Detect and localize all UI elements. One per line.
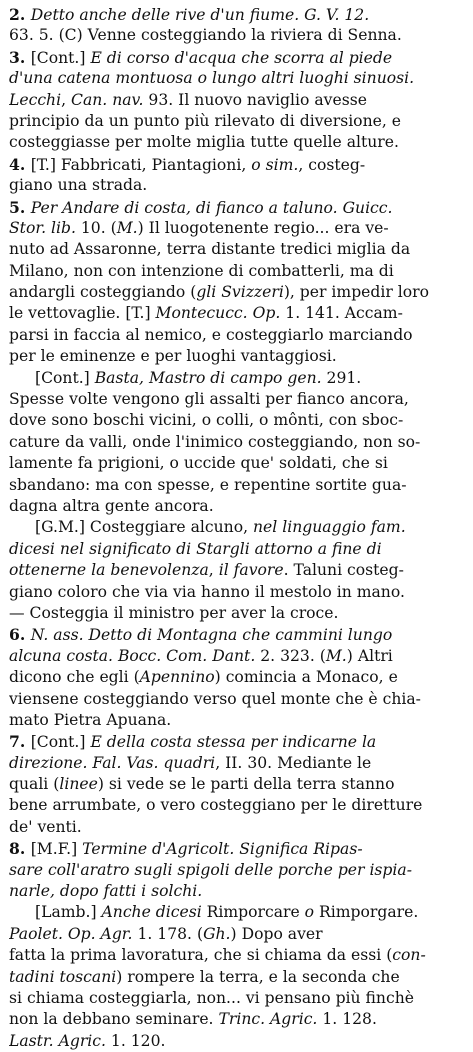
text-segment: , (61, 90, 72, 109)
text-segment: tadini toscani (9, 967, 117, 986)
text-segment: ) Il luogotenente regio... era ve- (137, 218, 389, 237)
text-segment: [G.M.] Costeggiare alcuno, (35, 518, 254, 537)
text-segment: 63. 5. (C) Venne costeggiando la riviera di Senna. (9, 26, 402, 45)
text-segment: [M.F.] (30, 840, 83, 859)
text-line (9, 902, 465, 923)
text-segment: Rimporcare (201, 903, 305, 922)
text-segment: cature da valli, onde l'inimico costeggiando, non so- (9, 432, 421, 451)
text-line (9, 197, 465, 218)
text-segment: , (208, 561, 219, 580)
sense-number: 6. (9, 625, 31, 645)
text-segment: dicesi nel significato di Stargli attorno a fine di (9, 539, 382, 558)
text-segment: . Taluni costeg- (283, 561, 404, 580)
text-segment: Spesse volte vengono gli assalti per fianco ancora, (9, 390, 409, 409)
text-line (9, 68, 465, 89)
text-line (9, 346, 465, 367)
text-line (9, 90, 465, 111)
text-segment: Milano, non con intenzione di combatterli, ma di (9, 261, 394, 280)
text-line (9, 218, 465, 239)
text-segment: Per Andare di costa, di fianco a taluno. Guicc. (30, 198, 393, 217)
text-line (9, 261, 465, 282)
text-line (9, 432, 465, 453)
text-segment: Termine d'Agricolt. Significa Ripas- (82, 840, 363, 859)
text-segment: [Lamb.] (35, 903, 102, 922)
text-line (9, 881, 465, 902)
text-segment: ) comincia a Monaco, e (214, 668, 398, 687)
text-line (9, 646, 465, 667)
text-line (9, 175, 465, 196)
text-line (9, 560, 465, 581)
text-line (9, 988, 465, 1009)
text-line (9, 945, 465, 966)
text-line (9, 689, 465, 710)
text-segment: ) rompere la terra, e la seconda che (116, 967, 400, 986)
text-segment: fatta la prima lavoratura, che si chiama da essi ( (9, 946, 393, 965)
text-segment: sbandano: ma con spesse, e repentine sortite gua- (9, 475, 407, 494)
text-segment: non la debbano seminare. (9, 1010, 219, 1029)
text-line (9, 967, 465, 988)
sense-number: 2. (9, 5, 31, 24)
text-segment: ), per impedir loro (283, 283, 430, 302)
text-line (9, 111, 465, 132)
text-segment: gli Svizzeri (196, 283, 284, 302)
text-segment: Montecucc. Op. (155, 304, 281, 323)
text-segment: [Cont.] (30, 48, 91, 67)
text-segment: il favore (218, 561, 284, 580)
text-segment: 291. (321, 368, 362, 387)
text-line (9, 1009, 465, 1030)
text-segment: Detto anche delle rive d'un fiume. G. V. 12. (30, 6, 370, 24)
text-segment: Can. nav. (71, 90, 144, 109)
text-line (9, 132, 465, 153)
text-line (9, 1031, 465, 1052)
text-segment: costeggiasse per molte miglia tutte quelle alture. (9, 133, 399, 152)
text-segment: [T.] Fabbricati, Piantagioni, (30, 155, 252, 174)
text-segment: E di corso d'acqua che scorra al piede (90, 48, 393, 67)
text-line (9, 710, 465, 731)
text-segment: le vettovaglie. [T.] (9, 304, 156, 323)
text-segment: lamente fa prigioni, o uccide que' soldati, che si (9, 454, 388, 473)
text-segment: nel linguaggio fam. (253, 518, 406, 537)
text-segment: 2. 323. ( (255, 646, 326, 665)
text-segment: de' venti. (9, 817, 82, 836)
text-line (9, 368, 465, 389)
text-segment: si chiama costeggiarla, non... vi pensano più finchè (9, 988, 414, 1007)
text-line (9, 860, 465, 881)
text-segment: N. ass. Detto di Montagna che cammini lungo (30, 626, 393, 645)
text-line (9, 582, 465, 603)
text-line (9, 753, 465, 774)
text-segment: Trinc. Agric. (218, 1010, 318, 1029)
text-line (9, 25, 465, 46)
text-segment: ) Altri (346, 646, 393, 665)
text-segment: Stor. lib. (9, 218, 76, 237)
text-segment: dagna altra gente ancora. (9, 496, 214, 515)
text-line (9, 795, 465, 816)
text-segment: mato Pietra Apuana. (9, 710, 172, 729)
text-segment: con- (392, 946, 426, 965)
sense-number: 8. (9, 839, 31, 859)
text-line (9, 453, 465, 474)
text-segment: Rimporgare. (314, 903, 419, 922)
text-line (9, 47, 465, 68)
text-segment: Lecchi (9, 90, 62, 109)
text-segment: Gh. (203, 924, 231, 943)
text-segment: 1. 178. ( (132, 924, 204, 943)
text-line (9, 731, 465, 752)
text-segment: principio da un punto più rilevato di diversione, e (9, 111, 401, 130)
text-line (9, 410, 465, 431)
text-line (9, 624, 465, 645)
text-segment: linee (59, 775, 98, 794)
text-segment: giano coloro che via via hanno il mestolo in mano. (9, 582, 405, 601)
text-segment: Lastr. Agric. (9, 1031, 106, 1050)
text-segment: andargli costeggiando ( (9, 283, 197, 302)
text-segment: d'una catena montuosa o lungo altri luoghi sinuosi. (9, 69, 415, 88)
text-segment: Basta, Mastro di campo gen. (94, 368, 322, 387)
text-segment: dove sono boschi vicini, o colli, o mônti, con sboc- (9, 411, 404, 430)
text-segment: ottenerne la benevolenza (9, 561, 209, 580)
text-segment: alcuna costa. Bocc. Com. Dant. (9, 646, 256, 665)
text-line (9, 517, 465, 538)
text-segment: , II. 30. Mediante le (215, 753, 372, 772)
text-segment: ) si vede se le parti della terra stanno (97, 775, 395, 794)
text-segment: nuto ad Assaronne, terra distante tredici miglia da (9, 240, 411, 259)
text-line (9, 924, 465, 945)
text-line (9, 239, 465, 260)
text-segment: Anche dicesi (101, 903, 202, 922)
text-segment: 1. 141. Accam- (280, 304, 403, 323)
text-segment: Apennino (139, 668, 215, 687)
text-segment: o sim. (251, 155, 299, 174)
text-segment: Paolet. Op. Agr. (9, 924, 133, 943)
text-line (9, 282, 465, 303)
text-segment: parsi in faccia al nemico, e costeggiarlo marciando (9, 325, 413, 344)
text-segment: [Cont.] (35, 368, 95, 387)
text-segment: per le eminenze e per luoghi vantaggiosi. (9, 347, 337, 366)
text-line (9, 475, 465, 496)
sense-number: 3. (9, 47, 31, 67)
text-segment: direzione. Fal. Vas. quadri (9, 753, 216, 772)
text-segment: [Cont.] (30, 733, 91, 752)
text-segment: , costeg- (298, 155, 366, 174)
text-segment: viensene costeggiando verso quel monte che è chia- (9, 689, 421, 708)
text-segment: M. (325, 646, 347, 665)
sense-number: 7. (9, 732, 31, 752)
text-line (9, 325, 465, 346)
text-line (9, 154, 465, 175)
text-line (9, 4, 465, 25)
text-segment: 93. Il nuovo naviglio avesse (143, 90, 367, 109)
sense-number: 5. (9, 197, 31, 217)
text-segment: 1. 120. (105, 1031, 166, 1050)
text-line (9, 303, 465, 324)
text-segment: bene arrumbate, o vero costeggiano per le diretture (9, 796, 423, 815)
text-segment: E della costa stessa per indicarne la (90, 733, 377, 752)
text-segment: 1. 128. (317, 1010, 377, 1029)
text-segment: ) Dopo aver (230, 924, 323, 943)
text-line (9, 496, 465, 517)
text-segment: quali ( (9, 775, 60, 794)
text-line (9, 539, 465, 560)
text-line (9, 774, 465, 795)
text-segment: giano una strada. (9, 176, 148, 195)
text-segment: 10. ( (75, 218, 117, 237)
text-segment: sare coll'aratro sugli spigoli delle porche per ispia- (9, 860, 412, 879)
text-segment: M. (116, 218, 138, 237)
text-line (9, 817, 465, 838)
text-line (9, 389, 465, 410)
text-segment: narle, dopo fatti i solchi. (9, 882, 203, 901)
sense-number: 4. (9, 154, 31, 174)
text-segment: o (304, 903, 315, 922)
text-segment: — Costeggia il ministro per aver la croce. (9, 603, 339, 622)
text-line (9, 603, 465, 624)
text-segment: dicono che egli ( (9, 668, 140, 687)
text-line (9, 838, 465, 859)
text-line (9, 667, 465, 688)
